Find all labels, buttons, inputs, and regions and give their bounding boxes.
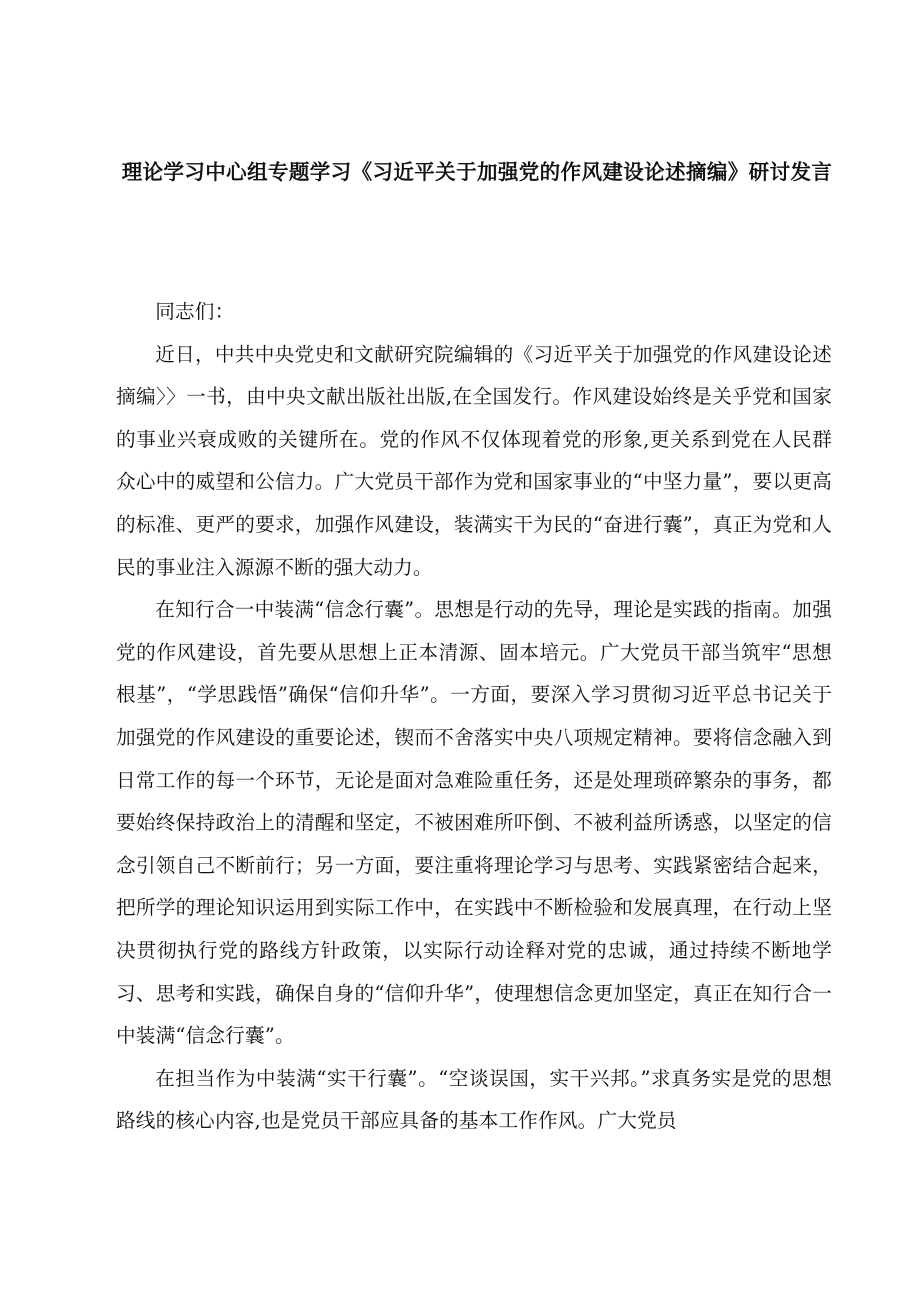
document-body [116,291,832,1143]
paragraph-2: 在知行合一中装满“信念行囊”。思想是行动的先导，理论是实践的指南。加强党的作风建设，首先要从思想上正本清源、固本培元。广大党员干部当筑牢“思想根基”，“学思践悟”确保“信仰升华”。一方面，要深入学习贯彻习近平总书记关于加强党的作风建设的重要论述，锲而不舍落实中央八项规定精神。要将信念融入到日常工作的每一个环节，无论是面对急难险重任务，还是处理琐碎繁杂的事务，都要始终保持政治上的清醒和坚定，不被困难所吓倒、不被利益所诱惑，以坚定的信念引领自己不断前行；另一方面，要注重将理论学习与思考、实践紧密结合起来，把所学的理论知识运用到实际工作中，在实践中不断检验和发展真理，在行动上坚决贯彻执行党的路线方针政策，以实际行动诠释对党的忠诚，通过持续不断地学习、思考和实践，确保自身的“信仰升华”，使理想信念更加坚定，真正在知行合一中装满“信念行囊”。 [116,598,832,1048]
document-title: 理论学习中心组专题学习《习近平关于加强党的作风建设论述摘编》研讨发言 [121,160,833,184]
paragraph-3: 在担当作为中装满“实干行囊”。“空谈误国，实干兴邦。”求真务实是党的思想路线的核心内容,也是党员干部应具备的基本工作作风。广大党员 [116,1066,832,1133]
paragraph-1: 近日，中共中央党史和文献研究院编辑的《习近平关于加强党的作风建设论述摘编〉〉一书，由中央文献出版社出版,在全国发行。作风建设始终是关乎党和国家的事业兴衰成败的关键所在。党的作风不仅体现着党的形象,更关系到党在人民群众心中的威望和公信力。广大党员干部作为党和国家事业的“中坚力量”，要以更高的标准、更严的要求，加强作风建设，装满实干为民的“奋进行囊”，真正为党和人民的事业注入源源不断的强大动力。 [116,342,832,579]
salutation: 同志们： [155,300,235,323]
